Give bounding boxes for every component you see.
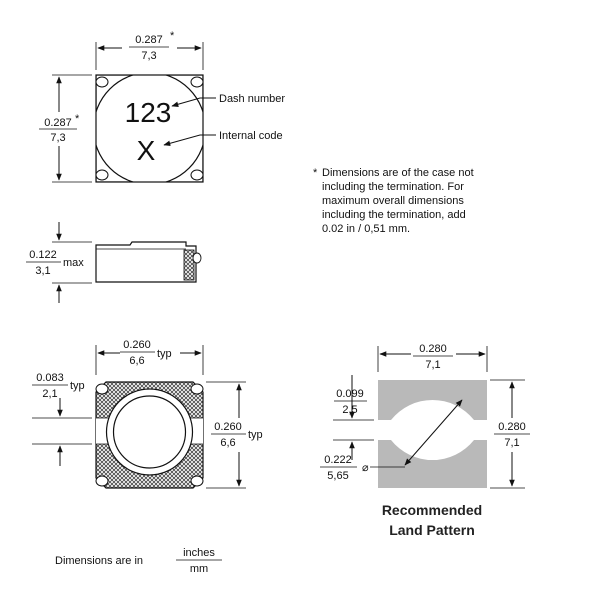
side-termination [184, 250, 194, 280]
units-denominator: mm [189, 563, 209, 575]
terminal-corner [191, 384, 203, 394]
side-body [96, 242, 196, 282]
bottom-width-suffix: typ [157, 348, 172, 360]
case-note [313, 167, 474, 235]
side-height-mm: 3,1 [35, 265, 51, 277]
land-width-in: 0.280 [419, 343, 447, 355]
land-dia-mm: 5,65 [327, 470, 349, 482]
top-width-star: * [170, 30, 175, 42]
top-width-in: 0.287 [135, 34, 163, 46]
marking-code: X [136, 135, 156, 166]
terminal-corner [96, 384, 108, 394]
diameter-symbol: ⌀ [362, 462, 369, 474]
top-width-mm: 7,3 [141, 50, 157, 62]
land-height-mm: 7,1 [504, 437, 520, 449]
callout-internal-code: Internal code [219, 130, 283, 142]
land-pad-bottom [378, 440, 487, 488]
diameter-arrow [405, 400, 462, 465]
note-line: 0.02 in / 0,51 mm. [322, 223, 411, 235]
bottom-width-mm: 6,6 [129, 355, 145, 367]
terminal-corner [191, 476, 203, 486]
terminal-corner [96, 476, 108, 486]
terminal-corner [191, 77, 203, 87]
note-line: including the termination. For [322, 181, 464, 193]
units-note [55, 547, 222, 575]
land-caption-line2: Land Pattern [389, 522, 475, 538]
land-caption-line1: Recommended [381, 502, 483, 518]
bottom-height-in: 0.260 [214, 421, 242, 433]
top-height-star: * [75, 113, 80, 125]
pad-height-suffix: typ [70, 380, 85, 392]
note-star: * [313, 167, 318, 179]
units-numerator: inches [183, 547, 215, 559]
top-height-mm: 7,3 [50, 132, 66, 144]
units-label: Dimensions are in [55, 555, 144, 567]
bottom-width-in: 0.260 [123, 339, 151, 351]
land-pad-top [378, 380, 487, 420]
note-line: including the termination, add [322, 209, 466, 221]
pad-height-mm: 2,1 [42, 388, 58, 400]
land-dia-in: 0.222 [324, 454, 352, 466]
case-circle [94, 73, 206, 185]
top-view [39, 30, 285, 185]
top-height-in: 0.287 [44, 117, 72, 129]
marking-number: 123 [124, 97, 172, 128]
bottom-height-mm: 6,6 [220, 437, 236, 449]
land-gap-mm: 2,5 [342, 404, 358, 416]
bottom-view [32, 339, 263, 488]
bottom-height-suffix: typ [248, 429, 263, 441]
land-gap-in: 0.099 [336, 388, 364, 400]
side-view [26, 222, 201, 303]
terminal-corner [96, 170, 108, 180]
pad-height-in: 0.083 [36, 372, 64, 384]
land-pattern [320, 343, 530, 538]
side-terminal-end [193, 253, 201, 263]
bottom-core-inner [114, 396, 186, 468]
callout-dash-number: Dash number [219, 93, 286, 105]
land-height-in: 0.280 [498, 421, 526, 433]
note-line: Dimensions are of the case not [322, 167, 474, 179]
terminal-corner [96, 77, 108, 87]
land-width-mm: 7,1 [425, 359, 441, 371]
terminal-corner [191, 170, 203, 180]
side-height-suffix: max [63, 257, 84, 269]
note-line: maximum overall dimensions [322, 195, 464, 207]
side-height-in: 0.122 [29, 249, 57, 261]
